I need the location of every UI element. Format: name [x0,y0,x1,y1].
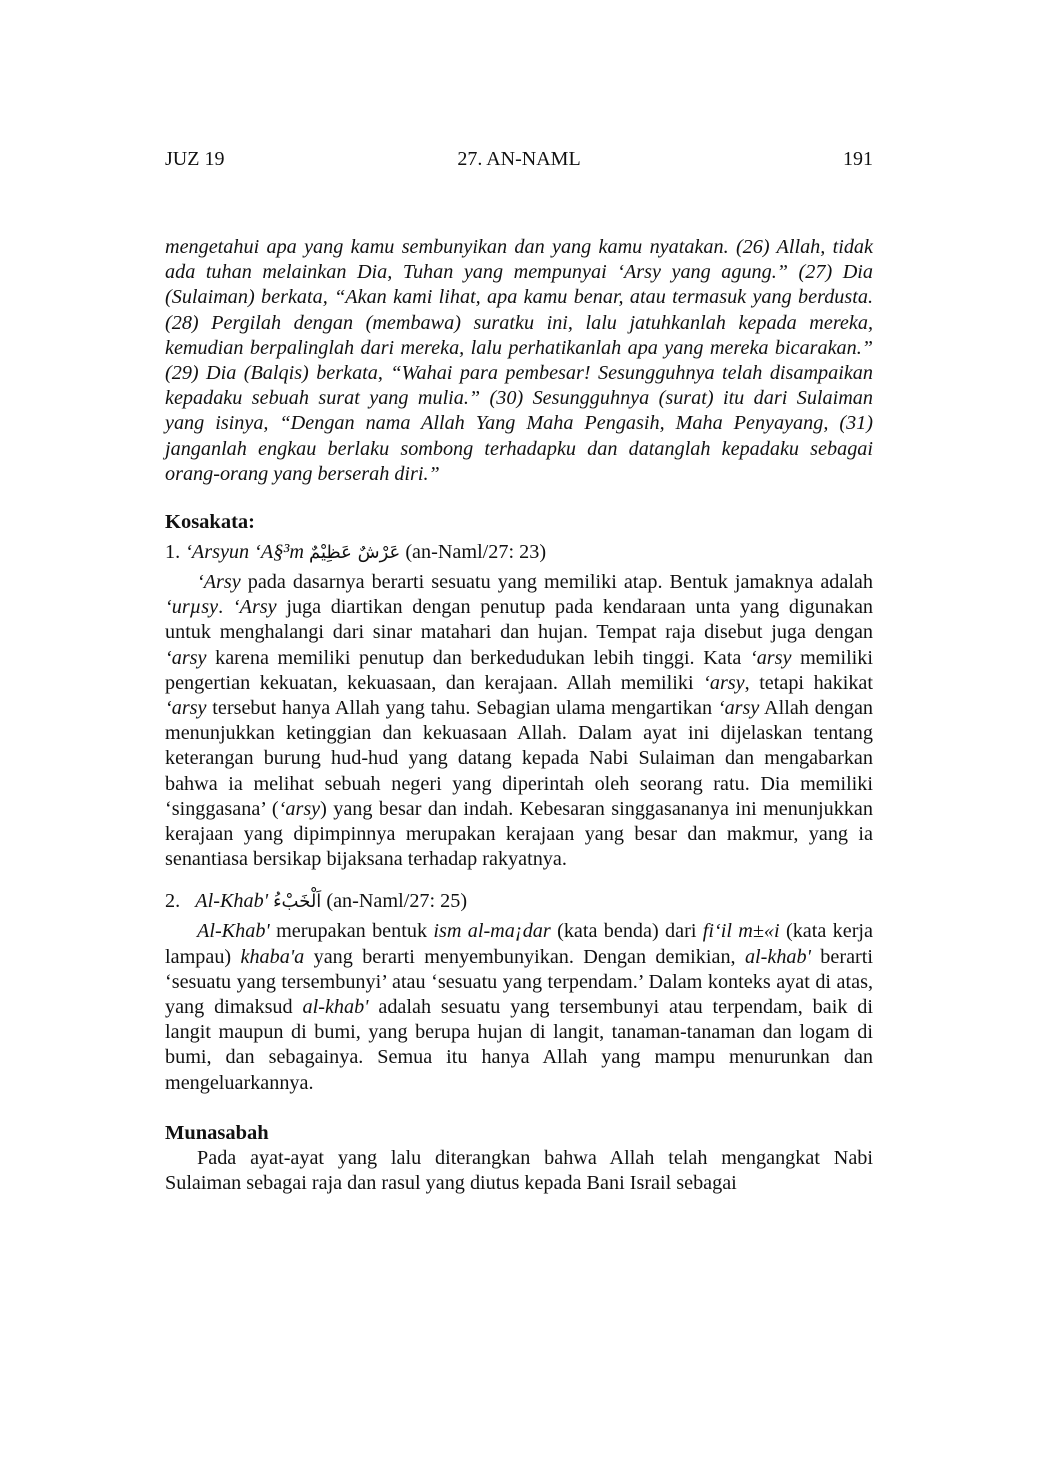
text-run: (kata kerja lampau) [165,920,874,968]
text-run: karena memiliki penutup dan berkedudukan lebih tinggi. Kata [206,646,750,669]
term-arsy: ‘arsy [165,646,207,669]
text-run: adalah sesuatu yang tersembunyi atau terpendam, baik di langit maupun di bumi, yang berupa hujan di langit, tanaman-tanaman dan logam di bumi, dan sebagainya. Semua itu hanya Allah yang mampu menurunkan dan mengeluarkannya. [165,996,874,1094]
term-arsy: ‘arsy [703,671,745,694]
kosakata-heading: Kosakata: [165,511,255,534]
entry-term: ‘Arsyun ‘A§³m [185,541,304,564]
text-run: (kata benda) dari [550,920,703,943]
juz-label: JUZ 19 [165,148,225,170]
running-header [165,146,873,172]
vocab-entry-2 [165,888,873,915]
text-run: . [218,596,233,619]
term-arsy: ‘arsy [165,697,207,720]
text-run: , tetapi hakikat [744,671,873,694]
text-run: berarti ‘sesuatu yang tersembunyi’ atau ‘sesuatu yang terpendam.’ Dalam konteks ayat di atas, yang dimaksud [165,945,873,1019]
entry-reference: (an-Naml/27: 23) [405,541,547,564]
term-arsy: ‘Arsy [197,571,241,594]
text-run: ) yang besar dan indah. Kebesaran singgasananya ini menunjukkan kerajaan yang dipimpinnya merupakan kerajaan yang besar dan makmur, yang ia senantiasa bersikap bijaksana terhadap rakyatnya. [165,797,873,871]
text-run: yang berarti menyembunyikan. Dengan demikian, [304,945,745,968]
page-number: 191 [843,148,873,170]
munasabah-text: Pada ayat-ayat yang lalu diterangkan bahwa Allah telah mengangkat Nabi Sulaiman sebagai raja dan rasul yang diutus kepada Bani Israil sebagai [165,1146,873,1195]
arabic-term: اَلْخَبْءُ [273,891,322,913]
entry-reference: (an-Naml/27: 25) [326,890,468,913]
vocab-explanation-2 [165,919,873,1095]
vocab-entry-1 [165,539,873,566]
vocab-explanation-1 [165,570,873,872]
term-arsy: ‘arsy [749,646,792,669]
text-run: juga diartikan dengan penutup pada kendaraan unta yang digunakan untuk menghalangi dari sinar matahari dan hujan. Tempat raja disebut juga dengan [165,596,873,644]
term-arsy: ‘arsy [278,797,321,820]
term-al-khab: Al-Khab' [197,920,270,943]
text-run: Allah dengan menunjukkan ketinggian dan kekuasaan Allah. Dalam ayat ini dijelaskan tentang keterangan burung hud-hud yang datang kepada Nabi Sulaiman dan mengabarkan bahwa ia melihat sebuah negeri yang diperintah oleh seorang ratu. Dia memiliki ‘singgasana’ ( [165,697,874,820]
entry-term: Al-Khab' [195,890,269,913]
entry-number: 1. [165,541,181,564]
term-arsy: ‘Arsy [232,596,277,619]
term-khabaa: khaba'a [240,945,305,968]
book-page [165,146,873,1196]
term-arsy: ‘arsy [717,697,760,720]
text-run: pada dasarnya berarti sesuatu yang memiliki atap. Bentuk jamaknya adalah [240,571,873,594]
term-al-khab: al-khab' [744,945,811,968]
term-fiil-madi: fi‘il m±«i [702,920,780,943]
term-ism-al-masdar: ism al-ma¡dar [433,920,551,943]
entry-number: 2. [165,890,181,913]
text-run: memiliki pengertian kekuatan, kekuasaan, dan kerajaan. Allah memiliki [165,646,873,694]
term-urusy: ‘urµsy [165,596,219,619]
text-run: merupakan bentuk [269,920,434,943]
text-run: tersebut hanya Allah yang tahu. Sebagian ulama mengartikan [206,697,718,720]
arabic-term: عَرْشٌ عَظِيْمٌ [308,542,401,564]
munasabah-heading: Munasabah [165,1121,269,1144]
verse-translation: mengetahui apa yang kamu sembunyikan dan yang kamu nyatakan. (26) Allah, tidak ada tuhan melainkan Dia, Tuhan yang mempunyai ‘Arsy yang agung.” (27) Dia (Sulaiman) berkata, “Akan kami lihat, apa kamu benar, atau termasuk yang berdusta. (28) Pergilah dengan (membawa) suratku ini, lalu jatuhkanlah kepada mereka, kemudian berpalinglah dari mereka, lalu perhatikanlah apa yang mereka bicarakan.” (29) Dia (Balqis) berkata, “Wahai para pembesar! Sesungguhnya telah disampaikan kepadaku sebuah surat yang mulia.” (30) Sesungguhnya (surat) itu dari Sulaiman yang isinya, “Dengan nama Allah Yang Maha Pengasih, Maha Penyayang, (31) janganlah engkau berlaku sombong terhadapku dan datanglah kepadaku sebagai orang-orang yang berserah diri.” [165,236,873,485]
surah-title: 27. AN-NAML [457,148,581,170]
term-al-khab: al-khab' [302,996,369,1019]
